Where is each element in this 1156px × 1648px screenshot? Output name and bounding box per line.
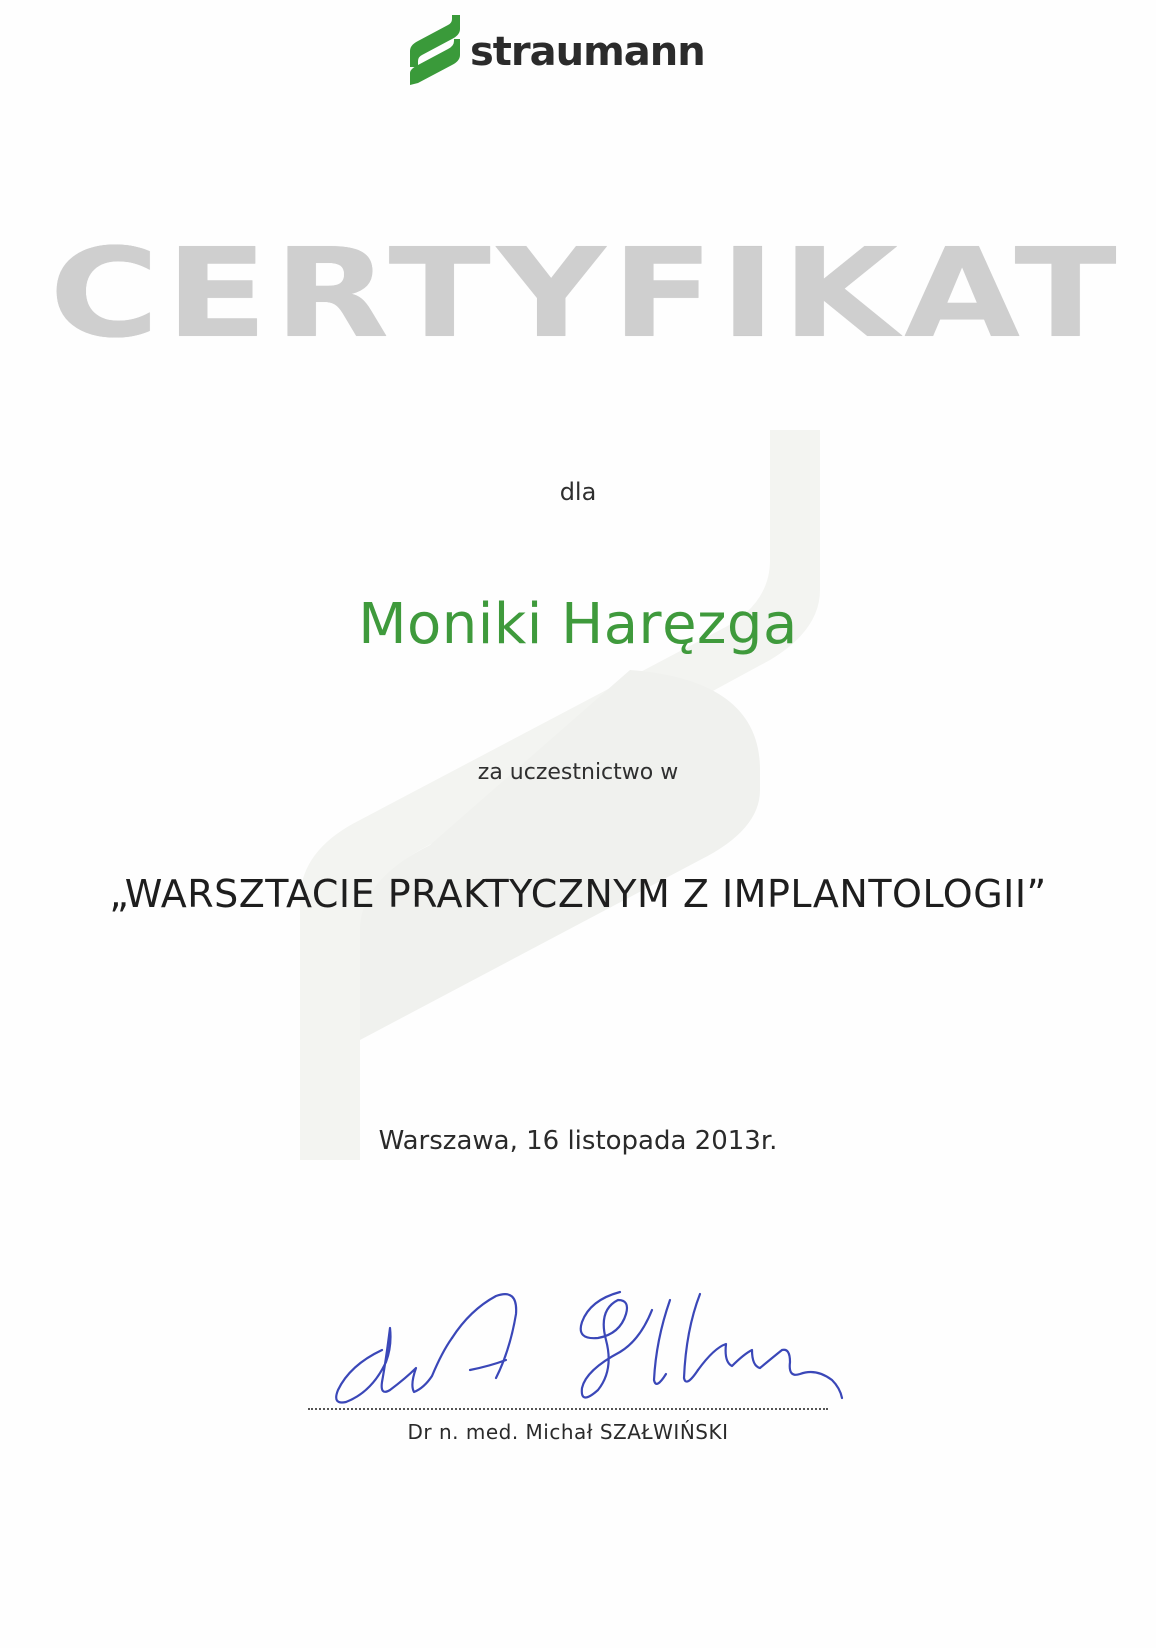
event-name: „WARSZTACIE PRAKTYCZNYM Z IMPLANTOLOGII” xyxy=(109,872,1047,916)
handwritten-signature xyxy=(320,1270,860,1420)
certificate-title: CERTYFIKAT xyxy=(49,222,1123,366)
straumann-s-mark-icon xyxy=(410,15,462,85)
recipient-name: Moniki Haręzga xyxy=(358,592,798,657)
signature-line xyxy=(308,1408,828,1410)
place-date: Warszawa, 16 listopada 2013r. xyxy=(378,1126,778,1156)
watermark-s-icon xyxy=(300,430,820,1160)
straumann-logo xyxy=(410,10,705,90)
for-label: dla xyxy=(559,478,597,506)
signer-name: Dr n. med. Michał SZAŁWIŃSKI xyxy=(407,1420,729,1444)
brand-name: straumann xyxy=(470,29,705,75)
participation-label: za uczestnictwo w xyxy=(477,760,679,785)
